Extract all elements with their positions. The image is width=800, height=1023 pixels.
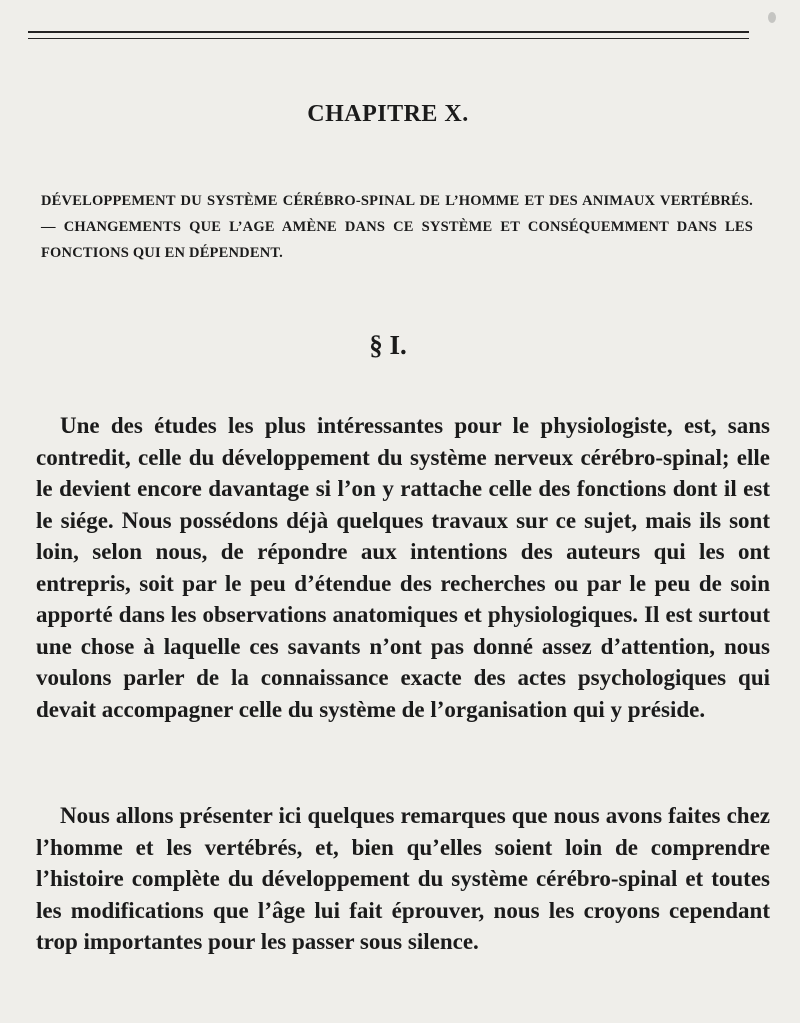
paragraph-1: Une des études les plus intéressantes pour le physiologiste, est, sans contredit, celle du développement du système nerveux cérébro-spinal; elle le devient encore davantage si l’on y rattache celle des fonctions dont il est le siége. Nous possédons déjà quelques travaux sur ce sujet, mais ils sont loin, selon nous, de répondre aux intentions des auteurs qui les ont entrepris, soit par le peu d’étendue des recherches ou par le peu de soin apporté dans les observations anatomiques et physiologiques. Il est surtout une chose à laquelle ces savants n’ont pas donné assez d’attention, nous voulons parler de la connaissance exacte des actes psychologiques qui devait accompagner celle du système de l’organisation qui y préside. <box>36 413 770 722</box>
page-smudge <box>768 12 776 23</box>
paragraph-2: Nous allons présenter ici quelques remarques que nous avons faites chez l’homme et les vertébrés, et, bien qu’elles soient loin de comprendre l’histoire complète du développement du système cérébro-spinal et toutes les modifications que l’âge lui fait éprouver, nous les croyons cependant trop importantes pour les passer sous silence. <box>36 803 770 954</box>
chapter-subtitle: DÉVELOPPEMENT DU SYSTÈME CÉRÉBRO-SPINAL DE L’HOMME ET DES ANIMAUX VERTÉBRÉS. — CHANGEMENTS QUE L’AGE AMÈNE DANS CE SYSTÈME ET CONSÉQUEMMENT DANS LES FONCTIONS QUI EN DÉPENDENT. <box>41 193 753 261</box>
header-double-rule <box>28 31 749 39</box>
chapter-title: CHAPITRE X. <box>307 101 469 127</box>
section-heading: § I. <box>369 330 407 360</box>
bleed-through-text <box>25 40 765 150</box>
